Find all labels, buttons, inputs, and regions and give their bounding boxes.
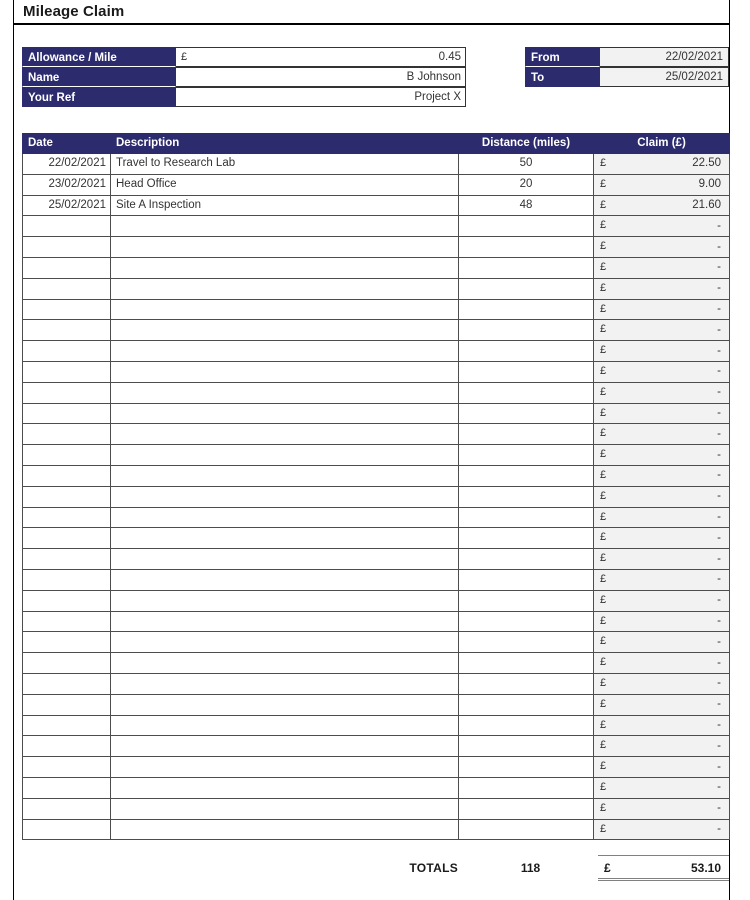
cell-claim-value: 22.50	[692, 157, 721, 170]
cell-claim-value: -	[717, 677, 721, 690]
currency-symbol-icon: £	[600, 468, 607, 481]
cell-distance[interactable]	[459, 361, 594, 382]
cell-claim-value: -	[717, 427, 721, 440]
cell-claim-value: -	[717, 469, 721, 482]
cell-date[interactable]: 25/02/2021	[23, 195, 111, 216]
name-row	[22, 67, 466, 87]
cell-claim[interactable]	[594, 341, 730, 362]
allowance-per-mile-label: Allowance / Mile	[22, 47, 176, 67]
your-ref-row	[22, 87, 466, 107]
cell-description[interactable]	[111, 445, 459, 466]
to-date-label: To	[525, 67, 600, 87]
cell-claim-value: -	[717, 323, 721, 336]
cell-claim[interactable]	[594, 507, 730, 528]
cell-claim[interactable]	[594, 154, 730, 175]
mileage-table	[22, 133, 730, 840]
cell-date[interactable]	[23, 632, 111, 653]
cell-description[interactable]: Head Office	[111, 174, 459, 195]
totals-claim-cell	[598, 855, 729, 881]
cell-date[interactable]	[23, 715, 111, 736]
cell-claim-value: -	[717, 656, 721, 669]
cell-date[interactable]	[23, 424, 111, 445]
cell-claim[interactable]	[594, 465, 730, 486]
table-row	[23, 465, 730, 486]
cell-description[interactable]	[111, 736, 459, 757]
from-date-row	[525, 47, 729, 67]
table-row	[23, 341, 730, 362]
cell-description[interactable]	[111, 819, 459, 840]
table-row	[23, 361, 730, 382]
cell-description[interactable]	[111, 757, 459, 778]
cell-claim-value: -	[717, 261, 721, 274]
cell-claim-value: -	[717, 510, 721, 523]
table-row	[23, 549, 730, 570]
table-header-row	[23, 134, 730, 154]
cell-claim-value: 9.00	[698, 178, 721, 191]
cell-claim[interactable]	[594, 237, 730, 258]
cell-claim[interactable]	[594, 257, 730, 278]
cell-claim-value: -	[717, 240, 721, 253]
currency-symbol-icon: £	[600, 572, 607, 585]
cell-description[interactable]	[111, 590, 459, 611]
table-row	[23, 174, 730, 195]
cell-claim-value: -	[717, 718, 721, 731]
cell-description[interactable]	[111, 569, 459, 590]
currency-symbol-icon: £	[600, 157, 607, 169]
totals-claim-value: 53.10	[690, 861, 721, 875]
currency-symbol-icon: £	[604, 861, 611, 875]
table-row	[23, 445, 730, 466]
currency-symbol-icon: £	[181, 51, 188, 63]
currency-symbol-icon: £	[600, 323, 607, 336]
cell-description[interactable]	[111, 694, 459, 715]
cell-claim[interactable]	[594, 424, 730, 445]
cell-distance[interactable]	[459, 465, 594, 486]
cell-date[interactable]: 23/02/2021	[23, 174, 111, 195]
allowance-per-mile-amount: 0.45	[438, 51, 461, 63]
allowance-per-mile-row	[22, 47, 466, 67]
column-header-description[interactable]: Description	[111, 134, 459, 154]
cell-claim-value: -	[717, 282, 721, 295]
cell-claim[interactable]	[594, 757, 730, 778]
currency-symbol-icon: £	[600, 780, 607, 793]
table-row	[23, 777, 730, 798]
currency-symbol-icon: £	[600, 240, 607, 253]
currency-symbol-icon: £	[600, 718, 607, 731]
cell-distance[interactable]	[459, 653, 594, 674]
table-row	[23, 320, 730, 341]
page-title: Mileage Claim	[23, 3, 125, 20]
cell-description[interactable]	[111, 320, 459, 341]
totals-label: TOTALS	[409, 861, 458, 875]
cell-description[interactable]	[111, 549, 459, 570]
your-ref-label: Your Ref	[22, 87, 176, 107]
cell-claim-value: -	[717, 219, 721, 232]
currency-symbol-icon: £	[600, 177, 607, 190]
cell-date[interactable]	[23, 819, 111, 840]
cell-distance[interactable]	[459, 257, 594, 278]
cell-claim-value: -	[717, 781, 721, 794]
cell-claim[interactable]	[594, 777, 730, 798]
cell-date[interactable]	[23, 237, 111, 258]
currency-symbol-icon: £	[600, 739, 607, 752]
cell-description[interactable]	[111, 611, 459, 632]
currency-symbol-icon: £	[600, 552, 607, 565]
cell-claim-value: -	[717, 531, 721, 544]
table-row	[23, 736, 730, 757]
allowance-per-mile-value[interactable]	[176, 47, 466, 67]
cell-distance[interactable]	[459, 299, 594, 320]
cell-claim[interactable]	[594, 278, 730, 299]
cell-claim[interactable]	[594, 528, 730, 549]
cell-date[interactable]	[23, 549, 111, 570]
column-header-distance[interactable]: Distance (miles)	[459, 134, 594, 154]
table-row	[23, 694, 730, 715]
cell-claim[interactable]	[594, 694, 730, 715]
from-date-value[interactable]: 22/02/2021	[600, 47, 729, 67]
cell-date[interactable]	[23, 403, 111, 424]
cell-claim-value: -	[717, 802, 721, 815]
title-band	[14, 0, 729, 25]
cell-description[interactable]	[111, 632, 459, 653]
cell-date[interactable]	[23, 507, 111, 528]
cell-description[interactable]: Travel to Research Lab	[111, 154, 459, 175]
table-row	[23, 569, 730, 590]
cell-distance[interactable]	[459, 798, 594, 819]
currency-symbol-icon: £	[600, 219, 607, 232]
to-date-value[interactable]: 25/02/2021	[600, 67, 729, 87]
cell-distance[interactable]: 50	[459, 154, 594, 175]
currency-symbol-icon: £	[600, 593, 607, 606]
your-ref-value[interactable]: Project X	[176, 87, 466, 107]
from-date-label: From	[525, 47, 600, 67]
currency-symbol-icon: £	[600, 260, 607, 273]
cell-claim-value: 21.60	[692, 198, 721, 211]
cell-description[interactable]	[111, 486, 459, 507]
cell-distance[interactable]	[459, 445, 594, 466]
cell-distance[interactable]	[459, 507, 594, 528]
cell-distance[interactable]	[459, 424, 594, 445]
cell-claim[interactable]	[594, 736, 730, 757]
table-row	[23, 611, 730, 632]
name-label: Name	[22, 67, 176, 87]
currency-symbol-icon: £	[600, 760, 607, 773]
cell-claim[interactable]	[594, 569, 730, 590]
currency-symbol-icon: £	[600, 676, 607, 689]
cell-distance[interactable]	[459, 278, 594, 299]
cell-description[interactable]	[111, 257, 459, 278]
cell-claim[interactable]	[594, 382, 730, 403]
currency-symbol-icon: £	[600, 302, 607, 315]
cell-distance[interactable]	[459, 569, 594, 590]
cell-date[interactable]	[23, 569, 111, 590]
cell-description[interactable]	[111, 465, 459, 486]
cell-claim[interactable]	[594, 486, 730, 507]
cell-description[interactable]	[111, 673, 459, 694]
cell-description[interactable]	[111, 361, 459, 382]
cell-claim[interactable]	[594, 174, 730, 195]
cell-date[interactable]	[23, 611, 111, 632]
currency-symbol-icon: £	[600, 510, 607, 523]
cell-description[interactable]	[111, 341, 459, 362]
cell-description[interactable]	[111, 216, 459, 237]
currency-symbol-icon: £	[600, 635, 607, 648]
cell-description[interactable]	[111, 299, 459, 320]
currency-symbol-icon: £	[600, 406, 607, 419]
cell-claim-value: -	[717, 365, 721, 378]
cell-distance[interactable]	[459, 382, 594, 403]
column-header-claim[interactable]: Claim (£)	[594, 134, 730, 154]
table-row	[23, 798, 730, 819]
cell-distance[interactable]	[459, 632, 594, 653]
table-row	[23, 299, 730, 320]
currency-symbol-icon: £	[600, 344, 607, 357]
claim-details-block	[22, 47, 466, 107]
cell-distance[interactable]	[459, 694, 594, 715]
cell-description[interactable]: Site A Inspection	[111, 195, 459, 216]
cell-distance[interactable]	[459, 216, 594, 237]
cell-description[interactable]	[111, 798, 459, 819]
currency-symbol-icon: £	[600, 385, 607, 398]
cell-claim-value: -	[717, 406, 721, 419]
cell-claim-value: -	[717, 302, 721, 315]
cell-distance[interactable]: 20	[459, 174, 594, 195]
cell-distance[interactable]	[459, 320, 594, 341]
cell-claim-value: -	[717, 573, 721, 586]
cell-claim[interactable]	[594, 590, 730, 611]
cell-claim-value: -	[717, 739, 721, 752]
cell-distance[interactable]	[459, 819, 594, 840]
date-range-block	[525, 47, 729, 87]
currency-symbol-icon: £	[600, 364, 607, 377]
currency-symbol-icon: £	[600, 656, 607, 669]
cell-description[interactable]	[111, 403, 459, 424]
table-row	[23, 528, 730, 549]
cell-claim-value: -	[717, 386, 721, 399]
cell-date[interactable]	[23, 673, 111, 694]
currency-symbol-icon: £	[600, 281, 607, 294]
cell-claim[interactable]	[594, 611, 730, 632]
cell-date[interactable]	[23, 445, 111, 466]
table-row	[23, 237, 730, 258]
cell-date[interactable]	[23, 341, 111, 362]
cell-date[interactable]	[23, 486, 111, 507]
column-header-date[interactable]: Date	[23, 134, 111, 154]
cell-claim[interactable]	[594, 403, 730, 424]
page-border-left	[13, 0, 14, 900]
cell-claim[interactable]	[594, 445, 730, 466]
cell-description[interactable]	[111, 777, 459, 798]
cell-distance[interactable]	[459, 777, 594, 798]
mileage-table-body	[23, 154, 730, 840]
cell-claim-value: -	[717, 552, 721, 565]
cell-distance[interactable]	[459, 611, 594, 632]
cell-distance[interactable]	[459, 403, 594, 424]
table-row	[23, 632, 730, 653]
cell-claim-value: -	[717, 490, 721, 503]
cell-date[interactable]	[23, 590, 111, 611]
cell-claim[interactable]	[594, 361, 730, 382]
cell-date[interactable]	[23, 278, 111, 299]
cell-description[interactable]	[111, 653, 459, 674]
cell-claim[interactable]	[594, 673, 730, 694]
cell-claim[interactable]	[594, 216, 730, 237]
cell-date[interactable]	[23, 382, 111, 403]
cell-date[interactable]	[23, 757, 111, 778]
cell-distance[interactable]	[459, 486, 594, 507]
table-row	[23, 673, 730, 694]
cell-date[interactable]	[23, 798, 111, 819]
cell-date[interactable]	[23, 736, 111, 757]
cell-description[interactable]	[111, 424, 459, 445]
cell-claim-value: -	[717, 698, 721, 711]
table-row	[23, 590, 730, 611]
cell-claim[interactable]	[594, 653, 730, 674]
cell-claim-value: -	[717, 594, 721, 607]
cell-description[interactable]	[111, 237, 459, 258]
totals-row	[22, 855, 729, 881]
cell-claim-value: -	[717, 448, 721, 461]
cell-distance[interactable]	[459, 341, 594, 362]
cell-claim[interactable]	[594, 819, 730, 840]
cell-claim[interactable]	[594, 299, 730, 320]
cell-distance[interactable]	[459, 590, 594, 611]
cell-claim-value: -	[717, 614, 721, 627]
currency-symbol-icon: £	[600, 448, 607, 461]
cell-date[interactable]	[23, 528, 111, 549]
table-row	[23, 216, 730, 237]
cell-description[interactable]	[111, 715, 459, 736]
cell-date[interactable]	[23, 299, 111, 320]
cell-claim[interactable]	[594, 195, 730, 216]
cell-claim-value: -	[717, 822, 721, 835]
cell-date[interactable]	[23, 694, 111, 715]
cell-claim-value: -	[717, 344, 721, 357]
cell-date[interactable]	[23, 320, 111, 341]
cell-date[interactable]	[23, 653, 111, 674]
cell-date[interactable]	[23, 216, 111, 237]
table-row	[23, 715, 730, 736]
cell-distance[interactable]	[459, 549, 594, 570]
cell-claim[interactable]	[594, 798, 730, 819]
currency-symbol-icon: £	[600, 614, 607, 627]
cell-date[interactable]: 22/02/2021	[23, 154, 111, 175]
currency-symbol-icon: £	[600, 697, 607, 710]
currency-symbol-icon: £	[600, 427, 607, 440]
table-row	[23, 403, 730, 424]
cell-distance[interactable]	[459, 528, 594, 549]
cell-distance[interactable]	[459, 736, 594, 757]
table-row	[23, 257, 730, 278]
cell-distance[interactable]: 48	[459, 195, 594, 216]
cell-description[interactable]	[111, 528, 459, 549]
table-row	[23, 382, 730, 403]
cell-distance[interactable]	[459, 673, 594, 694]
table-row	[23, 507, 730, 528]
currency-symbol-icon: £	[600, 198, 607, 211]
cell-date[interactable]	[23, 465, 111, 486]
cell-description[interactable]	[111, 382, 459, 403]
to-date-row	[525, 67, 729, 87]
table-row	[23, 195, 730, 216]
cell-claim[interactable]	[594, 320, 730, 341]
cell-date[interactable]	[23, 257, 111, 278]
mileage-table-header	[23, 134, 730, 154]
cell-claim-value: -	[717, 760, 721, 773]
currency-symbol-icon: £	[600, 531, 607, 544]
cell-distance[interactable]	[459, 237, 594, 258]
cell-distance[interactable]	[459, 715, 594, 736]
cell-date[interactable]	[23, 361, 111, 382]
cell-claim[interactable]	[594, 632, 730, 653]
currency-symbol-icon: £	[600, 489, 607, 502]
table-row	[23, 154, 730, 175]
currency-symbol-icon: £	[600, 822, 607, 835]
table-row	[23, 819, 730, 840]
table-row	[23, 278, 730, 299]
cell-description[interactable]	[111, 507, 459, 528]
table-row	[23, 653, 730, 674]
totals-distance-value: 118	[520, 861, 541, 875]
cell-claim[interactable]	[594, 549, 730, 570]
name-value[interactable]: B Johnson	[176, 67, 466, 87]
table-row	[23, 424, 730, 445]
table-row	[23, 757, 730, 778]
table-row	[23, 486, 730, 507]
cell-claim-value: -	[717, 635, 721, 648]
cell-description[interactable]	[111, 278, 459, 299]
cell-claim[interactable]	[594, 715, 730, 736]
currency-symbol-icon: £	[600, 801, 607, 814]
cell-date[interactable]	[23, 777, 111, 798]
cell-distance[interactable]	[459, 757, 594, 778]
